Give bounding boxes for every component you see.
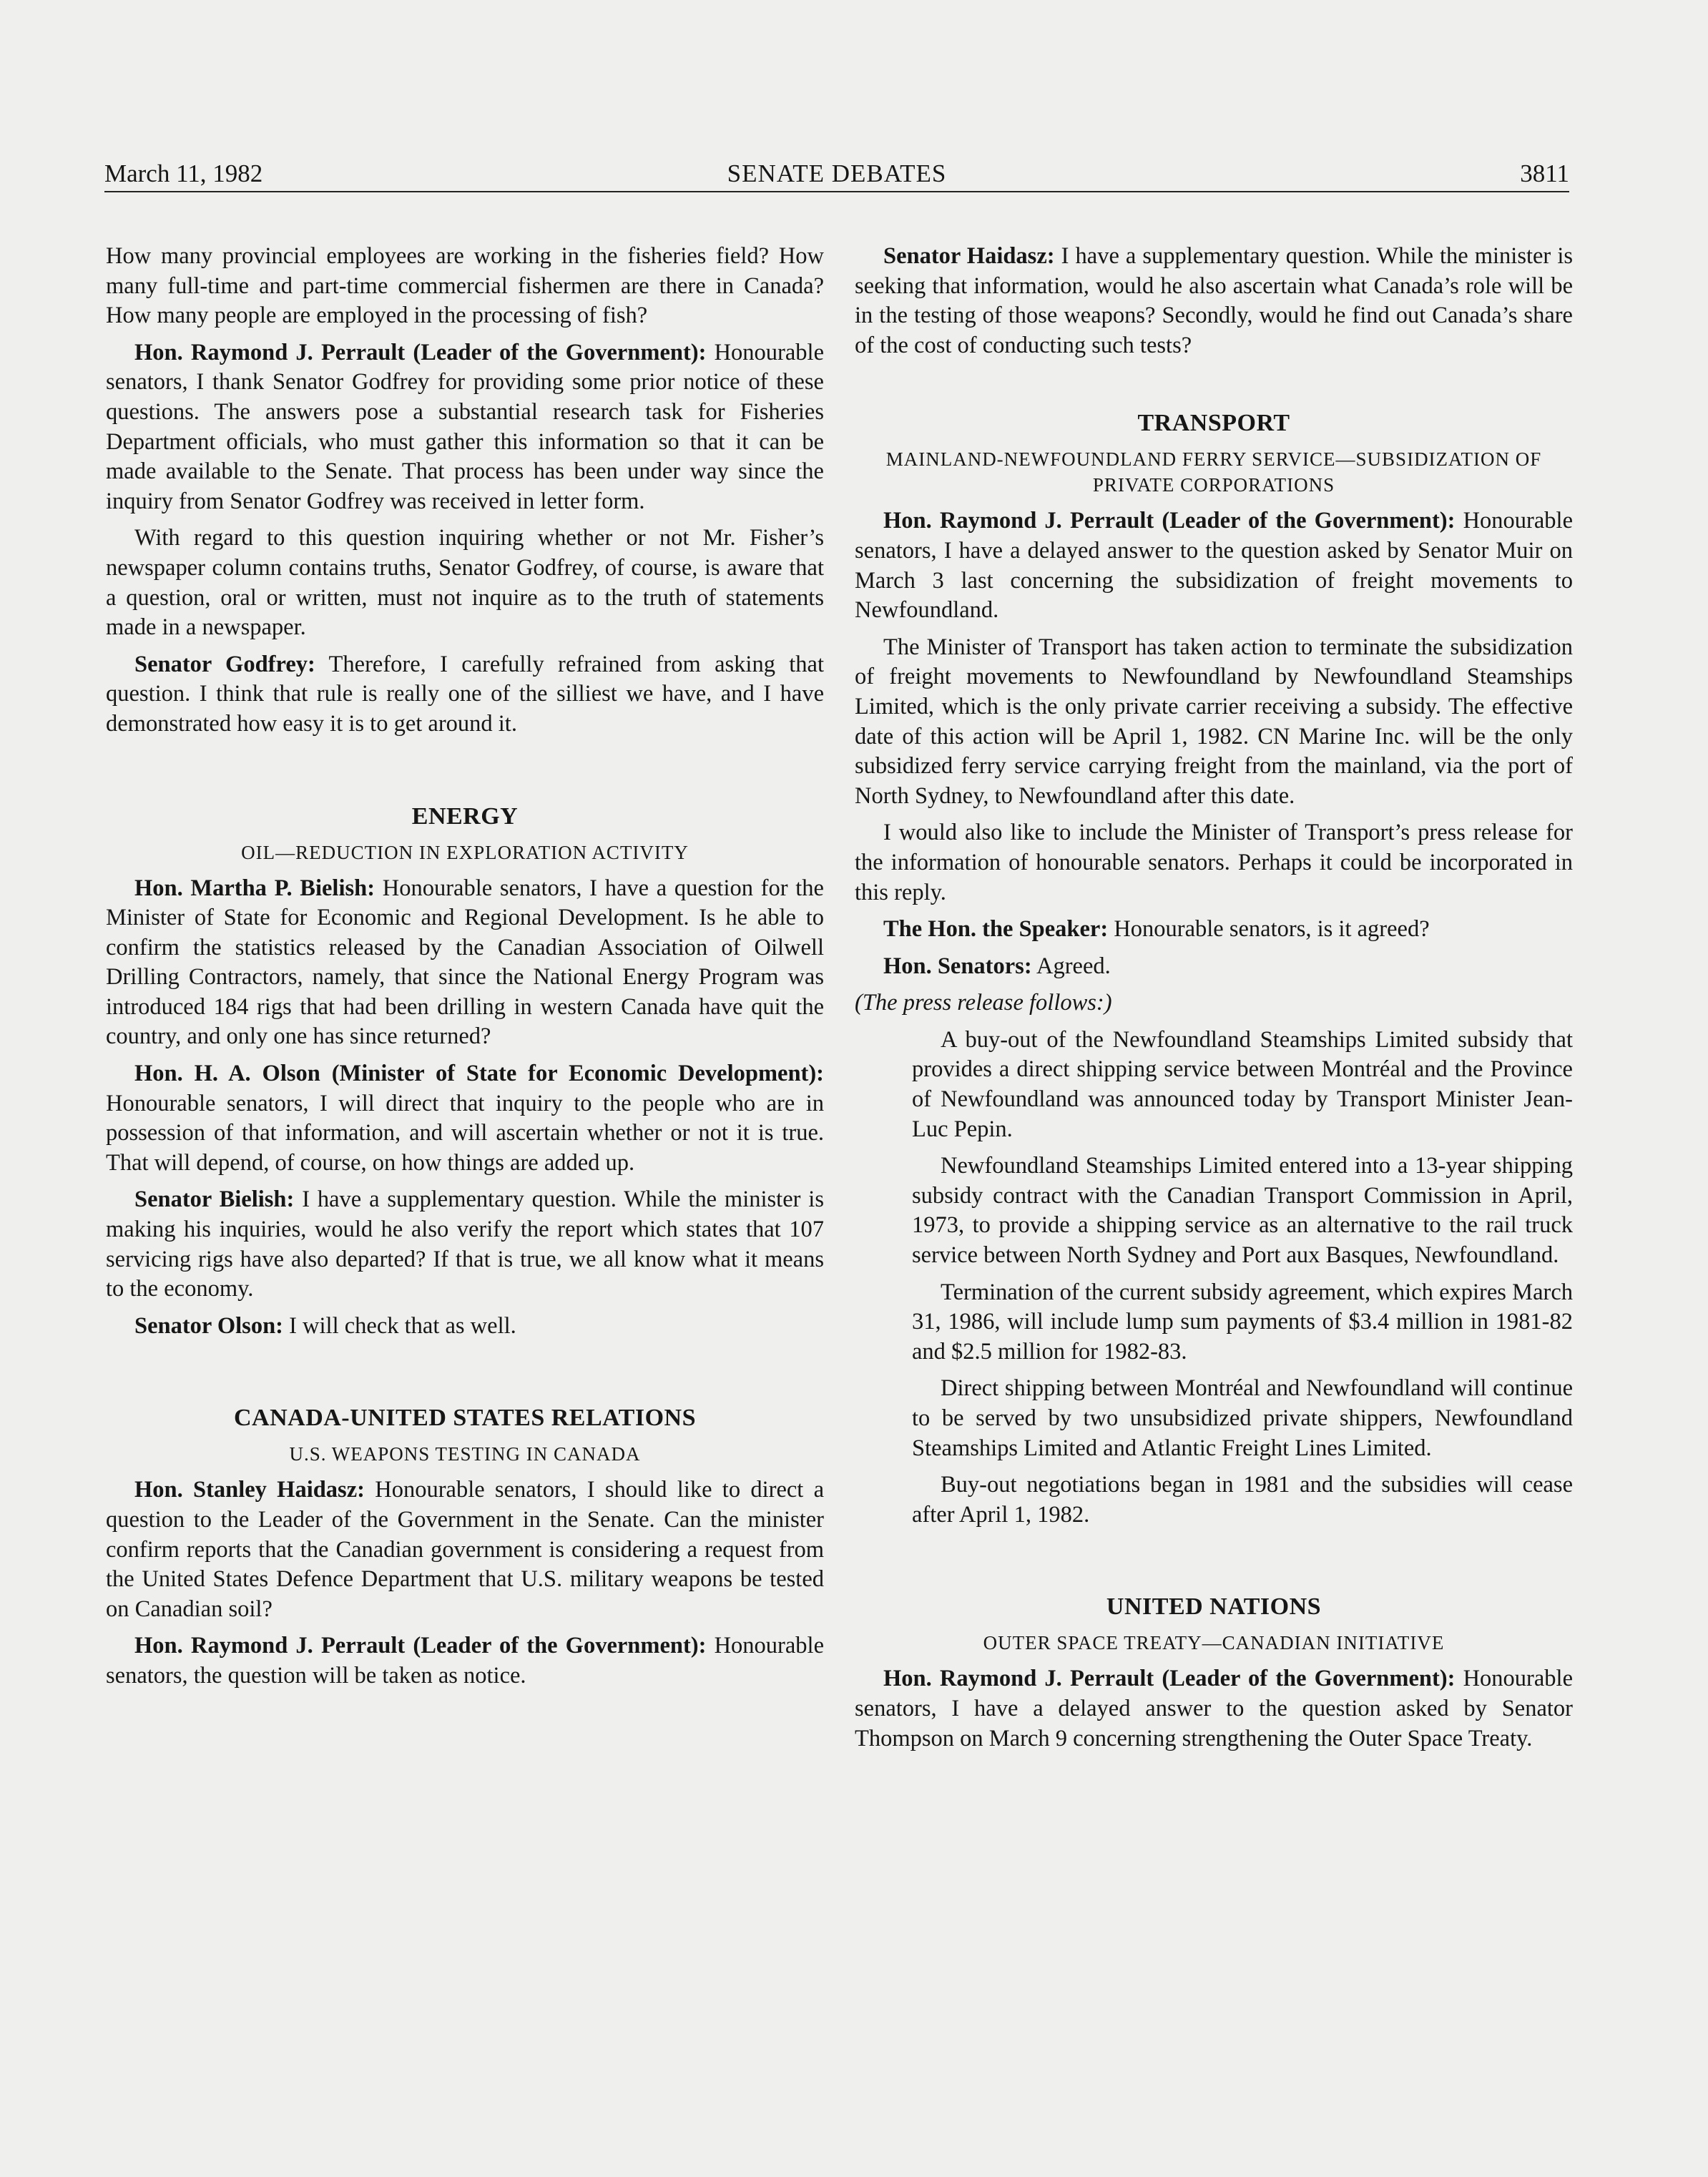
speaker-name: Hon. Raymond J. Perrault (Leader of the Government):: [134, 1633, 707, 1659]
paragraph: [106, 650, 824, 739]
left-column: [106, 242, 824, 1699]
speaker-name: The Hon. the Speaker:: [883, 916, 1109, 943]
paragraph: [106, 874, 824, 1053]
press-release-paragraph: Termination of the current subsidy agreement, which expires March 31, 1986, will include lump sum payments of $3.4 million in 1981-82 and $2.5 million for 1982-83.: [912, 1279, 1573, 1365]
paragraph: [855, 242, 1573, 360]
paragraph: With regard to this question inquiring whether or not Mr. Fisher’s newspaper column contains truths, Senator Godfrey, of course, is aware that a question, oral or written, must not inquire as to the truth of statements made in a newspaper.: [106, 525, 824, 641]
speaker-name: Hon. Stanley Haidasz:: [134, 1477, 365, 1503]
speaker-name: Senator Haidasz:: [883, 243, 1055, 269]
section-heading-energy: ENERGY: [411, 802, 519, 830]
press-release-paragraph: A buy-out of the Newfoundland Steamships Limited subsidy that provides a direct shipping service between Montréal and the Province of Newfoundland was announced today by Transport Minister Jean-Luc Pepin.: [912, 1026, 1573, 1142]
paragraph: [106, 338, 824, 517]
subheading-outer-space-treaty: OUTER SPACE TREATY—CANADIAN INITIATIVE: [983, 1632, 1445, 1654]
paragraph: [855, 506, 1573, 625]
speech-text: Honourable senators, is it agreed?: [1108, 916, 1430, 943]
speaker-name: Hon. Martha P. Bielish:: [134, 875, 376, 901]
section-heading-united-nations: UNITED NATIONS: [1106, 1593, 1322, 1621]
speech-text: Therefore, I carefully refrained from asking that question. I think that rule is really one of the silliest we have, and I have demonstrated how easy it is to get around it.: [106, 651, 824, 737]
speaker-name: Senator Godfrey:: [134, 651, 315, 677]
paragraph: [106, 1059, 824, 1178]
speaker-name: Senator Bielish:: [134, 1186, 295, 1213]
paragraph: [855, 952, 1573, 982]
paragraph: [855, 1664, 1573, 1754]
header-page-number: 3811: [1520, 159, 1569, 187]
speech-text: I have a supplementary question. While the minister is making his inquiries, would he also verify the report which states that 107 servicing rigs have also departed? If that is true, we all know what it means to the economy.: [106, 1186, 824, 1302]
speech-text: Honourable senators, I have a delayed answer to the question asked by Senator Thompson on March 9 concerning strengthening the Outer Space Treaty.: [855, 1666, 1573, 1751]
header-date: March 11, 1982: [104, 159, 263, 187]
paragraph: [106, 1475, 824, 1624]
speaker-name: Hon. H. A. Olson (Minister of State for Economic Development):: [134, 1061, 824, 1087]
paragraph: [106, 1185, 824, 1304]
header-rule: [104, 191, 1569, 192]
speech-text: I will check that as well.: [283, 1312, 516, 1339]
speaker-name: Hon. Raymond J. Perrault (Leader of the Government):: [883, 1666, 1456, 1692]
paragraph: [855, 915, 1573, 945]
section-heading-transport: TRANSPORT: [1137, 410, 1290, 437]
subheading-oil: OIL—REDUCTION IN EXPLORATION ACTIVITY: [241, 841, 689, 863]
speech-text: Honourable senators, I thank Senator Godfrey for providing some prior notice of these questions. The answers pose a substantial research task for Fisheries Department officials, who must gather this information so that it can be made available to the Senate. That process has been under way since the inquiry from Senator Godfrey was received in letter form.: [106, 339, 824, 514]
paragraph: [106, 1312, 824, 1342]
speech-text: Agreed.: [1031, 953, 1111, 979]
subheading-ferry-service: MAINLAND-NEWFOUNDLAND FERRY SERVICE—SUBSIDIZATION OF PRIVATE CORPORATIONS: [885, 448, 1542, 496]
press-release-paragraph: Newfoundland Steamships Limited entered into a 13-year shipping subsidy contract with the Canadian Transport Commission in April, 1973, to provide a shipping service as an alternative to the rail truck service between North Sydney and Port aux Basques, Newfoundland.: [912, 1153, 1573, 1269]
subheading-weapons-testing: U.S. WEAPONS TESTING IN CANADA: [289, 1443, 641, 1465]
speech-text: Honourable senators, I should like to direct a question to the Leader of the Government in the Senate. Can the minister confirm reports that the Canadian government is considering a request from the United States Defence Department that U.S. military weapons be tested on Canadian soil?: [106, 1477, 825, 1622]
speech-text: Honourable senators, I have a question for the Minister of State for Economic and Regional Development. Is he able to confirm the statistics released by the Canadian Association of Oilwell Drilling Contractors, namely, that since the National Energy Program was introduced 184 rigs that had been drilling in western Canada have quit the country, and only one has since returned?: [106, 875, 824, 1050]
paragraph: [106, 1631, 824, 1691]
section-heading-canada-us: CANADA-UNITED STATES RELATIONS: [233, 1405, 696, 1432]
speaker-name: Hon. Raymond J. Perrault (Leader of the Government):: [883, 508, 1456, 534]
speech-text: Honourable senators, I have a delayed answer to the question asked by Senator Muir on March 3 last concerning the subsidization of freight movements to Newfoundland.: [855, 508, 1573, 624]
header-title: SENATE DEBATES: [727, 159, 947, 187]
right-column: [855, 242, 1573, 1761]
press-release-note: (The press release follows:): [855, 990, 1112, 1016]
paragraph: I would also like to include the Minister of Transport’s press release for the information of honourable senators. Perhaps it could be incorporated in this reply.: [855, 820, 1573, 905]
speaker-name: Senator Olson:: [134, 1312, 283, 1339]
paragraph: The Minister of Transport has taken action to terminate the subsidization of freight movements to Newfoundland by Newfoundland Steamships Limited, which is the only private carrier receiving a subsidy. The effective date of this action will be April 1, 1982. CN Marine Inc. will be the only subsidized ferry service carrying freight from the mainland, via the port of North Sydney, to Newfoundland after this date.: [855, 634, 1573, 809]
speaker-name: Hon. Raymond J. Perrault (Leader of the Government):: [134, 339, 707, 365]
paragraph: How many provincial employees are working in the fisheries field? How many full-time and part-time commercial fishermen are there in Canada? How many people are employed in the processing of fish?: [106, 243, 824, 329]
press-release-paragraph: Direct shipping between Montréal and Newfoundland will continue to be served by two unsubsidized private shippers, Newfoundland Steamships Limited and Atlantic Freight Lines Limited.: [912, 1375, 1573, 1461]
press-release-paragraph: Buy-out negotiations began in 1981 and the subsidies will cease after April 1, 1982.: [912, 1472, 1573, 1528]
speech-text: Honourable senators, the question will be taken as notice.: [106, 1633, 824, 1689]
speech-text: Honourable senators, I will direct that inquiry to the people who are in possession of that information, and will ascertain whether or not it is true. That will depend, of course, on how things are added up.: [106, 1090, 824, 1176]
speech-text: I have a supplementary question. While the minister is seeking that information, would he also ascertain what Canada’s role will be in the testing of those weapons? Secondly, would he find out Canada’s share of the cost of conducting such tests?: [855, 243, 1573, 358]
running-head: [104, 156, 1569, 192]
speaker-name: Hon. Senators:: [883, 953, 1032, 979]
